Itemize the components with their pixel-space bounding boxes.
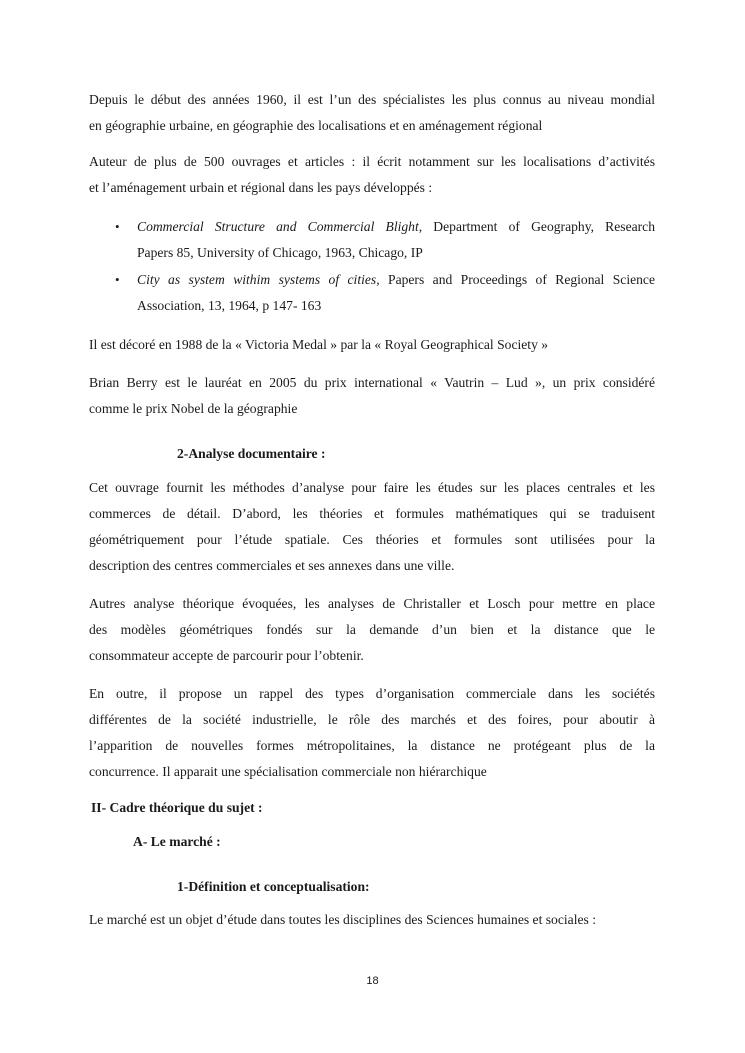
paragraph-prize bbox=[89, 370, 655, 422]
text-line: En outre, il propose un rappel des types d’organisation commerciale dans les sociétés bbox=[89, 686, 655, 701]
heading-definition: 1-Définition et conceptualisation: bbox=[177, 879, 370, 894]
page-number: 18 bbox=[366, 975, 379, 987]
text-line: Association, 13, 1964, p 147- 163 bbox=[137, 298, 322, 313]
heading-cadre-theorique: II- Cadre théorique du sujet : bbox=[91, 800, 263, 815]
bullet-icon: • bbox=[115, 219, 120, 234]
text-line: en géographie urbaine, en géographie des localisations et en aménagement régional bbox=[89, 118, 543, 133]
text-line: comme le prix Nobel de la géographie bbox=[89, 401, 298, 416]
paragraph-author bbox=[89, 149, 655, 201]
text-line: Brian Berry est le lauréat en 2005 du prix international « Vautrin – Lud », un prix considéré bbox=[89, 375, 655, 390]
text-line bbox=[137, 267, 655, 293]
publication-details: Department of Geography, Research bbox=[422, 219, 655, 234]
text-line: Depuis le début des années 1960, il est l’un des spécialistes les plus connus au niveau mondial bbox=[89, 92, 655, 107]
heading-le-marche: A- Le marché : bbox=[133, 834, 221, 849]
text-line: Autres analyse théorique évoquées, les analyses de Christaller et Losch pour mettre en place bbox=[89, 596, 655, 611]
text-line: différentes de la société industrielle, le rôle des marchés et des foires, pour aboutir à bbox=[89, 712, 655, 727]
text-line: et l’aménagement urbain et régional dans les pays développés : bbox=[89, 180, 433, 195]
text-line: commerces de détail. D’abord, les théories et formules mathématiques qui se traduisent bbox=[89, 506, 655, 521]
bullet-icon: • bbox=[115, 272, 120, 287]
text-line: description des centres commerciales et ses annexes dans une ville. bbox=[89, 558, 455, 573]
paragraph-medal bbox=[89, 332, 655, 358]
publication-title: City as system withim systems of cities, bbox=[137, 272, 380, 287]
publication-details: Papers and Proceedings of Regional Science bbox=[379, 272, 656, 287]
text-line: concurrence. Il apparait une spécialisation commerciale non hiérarchique bbox=[89, 764, 487, 779]
text-line: Le marché est un objet d’étude dans toutes les disciplines des Sciences humaines et sociales : bbox=[89, 912, 596, 927]
paragraph-analyses bbox=[89, 591, 655, 669]
text-line: Papers 85, University of Chicago, 1963, Chicago, IP bbox=[137, 245, 423, 260]
paragraph-career bbox=[89, 87, 655, 139]
text-line bbox=[137, 214, 655, 240]
bullet-item-2 bbox=[115, 267, 656, 319]
bullet-item-1 bbox=[115, 214, 655, 266]
text-line: des modèles géométriques fondés sur la demande d’un bien et la distance que le bbox=[89, 622, 655, 637]
paragraph-marche bbox=[89, 907, 655, 933]
heading-analyse-documentaire: 2-Analyse documentaire : bbox=[177, 446, 326, 461]
paragraph-en-outre bbox=[89, 681, 655, 785]
publication-title: Commercial Structure and Commercial Blight, bbox=[137, 219, 423, 234]
text-line: Il est décoré en 1988 de la « Victoria Medal » par la « Royal Geographical Society » bbox=[89, 337, 549, 352]
text-line: consommateur accepte de parcourir pour l’obtenir. bbox=[89, 648, 364, 663]
paragraph-ouvrage bbox=[89, 475, 655, 579]
text-line: Cet ouvrage fournit les méthodes d’analyse pour faire les études sur les places centrales et les bbox=[89, 480, 655, 495]
text-line: Auteur de plus de 500 ouvrages et articles : il écrit notamment sur les localisations d’activités bbox=[89, 154, 655, 169]
text-line: l’apparition de nouvelles formes métropolitaines, la distance ne protégeant plus de la bbox=[89, 738, 655, 753]
text-line: géométriquement pour l’étude spatiale. Ces théories et formules sont utilisées pour la bbox=[89, 532, 655, 547]
